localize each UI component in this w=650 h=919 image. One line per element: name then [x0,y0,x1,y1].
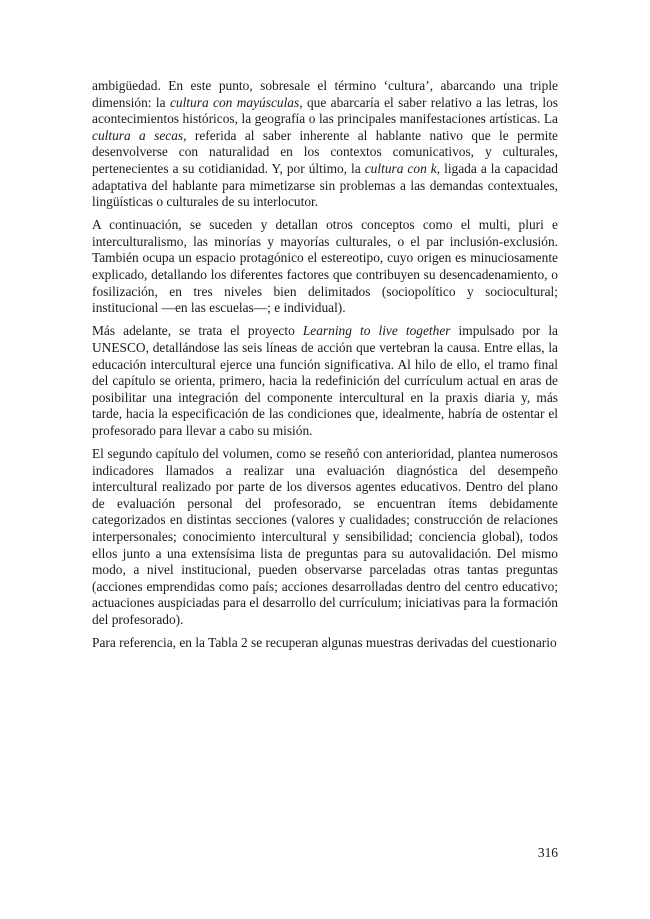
paragraph-1 [92,78,558,211]
text-run: El segundo capítulo del volumen, como se reseñó con anterioridad, plantea numerosos indicadores llamados a realizar una evaluación diagnóstica del desempeño intercultural realizado por parte de los diversos agentes educativos. Dentro del plano de evaluación personal del profesorado, se encuentran ítems debidamente categorizados en distintas secciones (valores y cualidades; construcción de relaciones interpersonales; conocimiento intercultural y sensibilidad; conciencia global), todos ellos junto a una extensísima lista de preguntas para su autovalidación. Del mismo modo, a nivel institucional, pueden observarse parceladas otras tantas preguntas (acciones emprendidas como país; acciones desarrolladas dentro del centro educativo; actuaciones auspiciadas para el desarrollo del currículum; iniciativas para la formación del profesorado). [92,445,558,627]
text-run: , que abarcaría el saber relativo a las letras, los acontecimientos históricos, la geografía o las principales manifestaciones artísticas. La [92,94,558,127]
text-run: Más adelante, se trata el proyecto [92,323,303,339]
text-run: , ligada a la capacidad adaptativa del hablante para mimetizarse sin problemas a las demandas contextuales, lingüísticas o culturales de su interlocutor. [92,160,558,210]
italic-text: cultura con mayúsculas [169,94,300,110]
paragraph-3 [92,323,558,439]
paragraph-4 [92,446,558,629]
body-text [92,78,558,652]
text-run: , referida al saber inherente al hablante nativo que le permite desenvolverse con naturalidad en los contextos comunicativos, y culturales, pertenecientes a su cotidianidad. Y, por último, la [92,127,558,176]
paragraph-2 [92,217,558,317]
text-run: Para referencia, en la Tabla 2 se recuperan algunas muestras derivadas del cuestionario [92,635,557,650]
italic-text: cultura con k [364,160,437,176]
text-run: A continuación, se suceden y detallan otros conceptos como el multi, pluri e interculturalismo, las minorías y mayorías culturales, o el par inclusión-exclusión. También ocupa un espacio protagónico el estereotipo, cuyo origen es minuciosamente explicado, detallando los diferentes factores que contribuyen su desencadenamiento, o fosilización, en tres niveles bien delimitados (sociopolítico y sociocultural; institucional —en las escuelas—; e individual). [92,217,558,316]
italic-text: Learning to live together [302,323,451,339]
text-run: impulsado por la UNESCO, detallándose las seis líneas de acción que vertebran la causa. Entre ellas, la educación intercultural ejerce una función significativa. Al hilo de ello, el tramo final del capítulo se orienta, primero, hacia la redefinición del currículum actual en aras de posibilitar una integración del componente intercultural en la praxis diaria y, más tarde, hacia la especificación de las condiciones que, idealmente, habría de ostentar el profesorado para llevar a cabo su misión. [92,323,558,438]
italic-text: cultura a secas [92,127,184,143]
paragraph-5 [92,635,558,652]
page-number: 316 [537,845,558,860]
text-run: ambigüedad. En este punto, sobresale el término ‘cultura’, abarcando una triple dimensión: la [92,78,558,110]
